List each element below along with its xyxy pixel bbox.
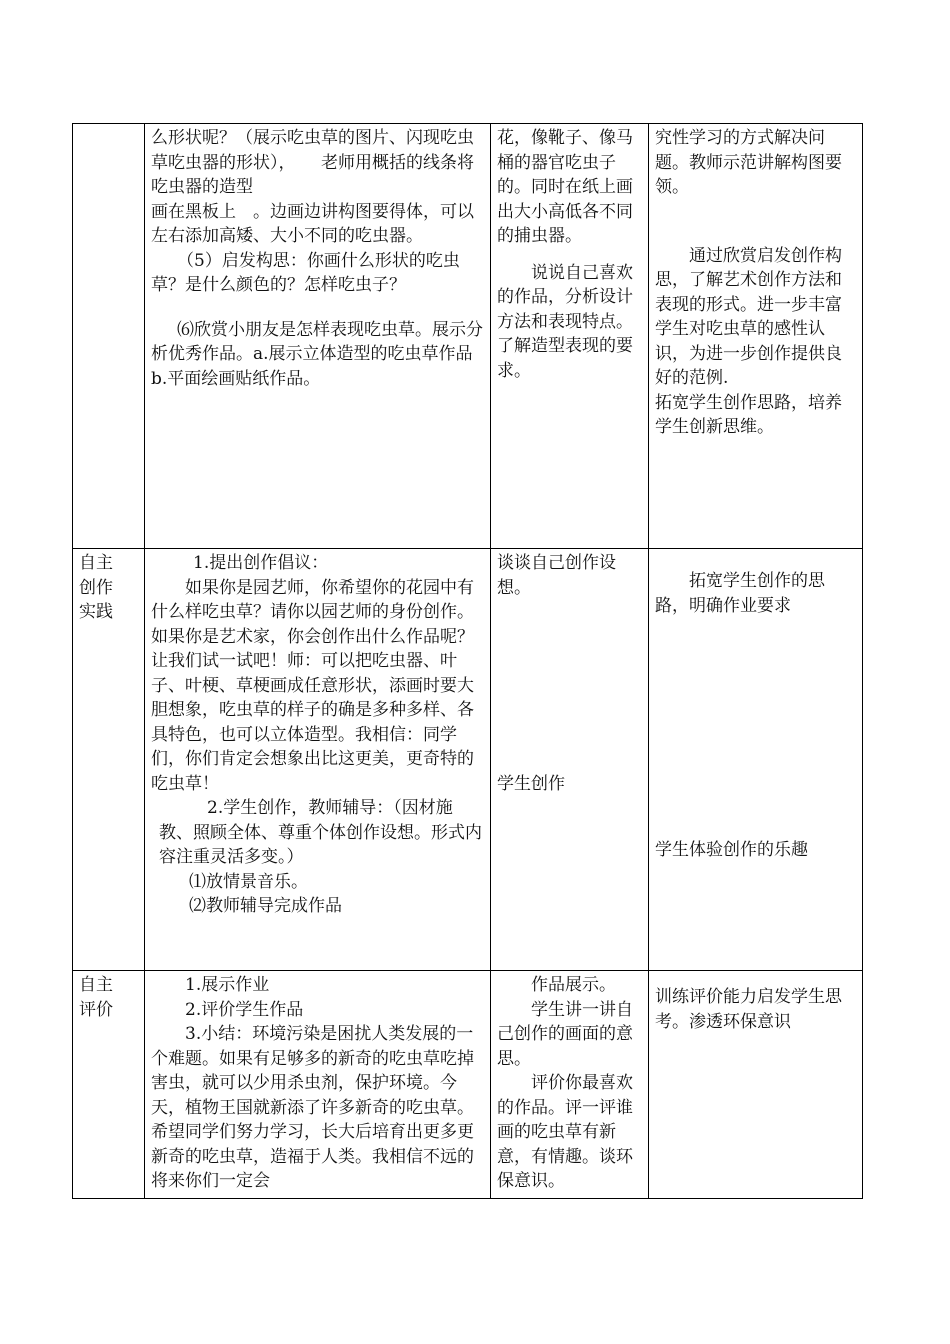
teacher-paragraph: 画在黑板上 。边画边讲构图要得体，可以左右添加高矮、大小不同的吃虫器。 [151, 201, 474, 246]
student-paragraph: 学生创作 [497, 774, 565, 794]
teacher-paragraph: 么形状呢？（展示吃虫草的图片、闪现吃虫草吃虫器的形状）， 老师用概括的线条将吃虫器的造型 [151, 128, 474, 197]
teacher-paragraph: ⑴放情景音乐。 [189, 871, 308, 892]
teacher-paragraph: ⑵教师辅导完成作品 [189, 896, 342, 916]
student-paragraph: 说说自己喜欢的作品，分析设计方法和表现特点。了解造型表现的要求。 [497, 262, 633, 381]
table-row [73, 971, 863, 1199]
intent-paragraph: 学生体验创作的乐趣 [655, 840, 808, 860]
teacher-paragraph: 2.学生创作，教师辅导：（因材施教、照顾全体、尊重个体创作设想。形式内容注重灵活多变。） [159, 798, 482, 867]
stage-label-cell [73, 124, 145, 549]
student-activity-cell [491, 124, 649, 549]
student-paragraph: 作品展示。 [531, 975, 616, 995]
table-row [73, 549, 863, 971]
lesson-plan-table [72, 123, 863, 1199]
stage-label-cell: 自主创作实践 [73, 549, 145, 971]
intent-paragraph: 训练评价能力启发学生思考。渗透环保意识 [655, 987, 842, 1032]
design-intent-cell [649, 971, 863, 1199]
teacher-paragraph: （5）启发构思：你画什么形状的吃虫草？是什么颜色的？怎样吃虫子？ [151, 250, 460, 295]
teacher-paragraph: 3.小结：环境污染是困扰人类发展的一个难题。如果有足够多的新奇的吃虫草吃掉害虫，就可以少用杀虫剂，保护环境。今天，植物王国就新添了许多新奇的吃虫草。希望同学们努力学习，长大后培育出更多更新奇的吃虫草，造福于人类。我相信不远的将来你们一定会 [151, 1024, 474, 1191]
intent-paragraph: 通过欣赏启发创作构思，了解艺术创作方法和表现的形式。进一步丰富学生对吃虫草的感性认识，为进一步创作提供良好的范例. [655, 245, 842, 388]
intent-paragraph: 拓宽学生创作的思路，明确作业要求 [655, 571, 825, 616]
teacher-activity-cell [145, 124, 491, 549]
student-paragraph: 评价你最喜欢的作品。评一评谁画的吃虫草有新意，有情趣。谈环保意识。 [497, 1073, 633, 1191]
table-row [73, 124, 863, 549]
student-paragraph: 学生讲一讲自己创作的画面的意思。 [497, 999, 633, 1069]
student-activity-cell [491, 971, 649, 1199]
student-activity-cell [491, 549, 649, 971]
intent-paragraph: 究性学习的方式解决问题。教师示范讲解构图要领。 [655, 128, 842, 197]
design-intent-cell [649, 549, 863, 971]
stage-label-cell: 自主评价 [73, 971, 145, 1199]
teacher-paragraph: 1.提出创作倡议： [193, 553, 329, 573]
design-intent-cell [649, 124, 863, 549]
teacher-paragraph: 如果你是艺术家，你会创作出什么作品呢？让我们试一试吧！师：可以把吃虫器、叶子、叶梗、草梗画成任意形状，添画时要大胆想象，吃虫草的样子的确是多种多样、各具特色，也可以立体造型。我相信：同学们，你们肯定会想象出比这更美，更奇特的吃虫草！ [151, 626, 474, 794]
teacher-paragraph: ⑹欣赏小朋友是怎样表现吃虫草。展示分析优秀作品。a.展示立体造型的吃虫草作品 b.平面绘画贴纸作品。 [151, 319, 483, 389]
teacher-activity-cell [145, 971, 491, 1199]
teacher-paragraph: 2.评价学生作品 [185, 999, 304, 1020]
student-paragraph: 谈谈自己创作设想。 [497, 553, 616, 598]
teacher-activity-cell [145, 549, 491, 971]
teacher-paragraph: 如果你是园艺师，你希望你的花园中有什么样吃虫草？请你以园艺师的身份创作。 [151, 577, 474, 622]
student-paragraph: 花，像靴子、像马桶的器官吃虫子的。同时在纸上画出大小高低各不同的捕虫器。 [497, 128, 633, 246]
teacher-paragraph: 1.展示作业 [185, 975, 270, 995]
intent-paragraph: 拓宽学生创作思路，培养学生创新思维。 [655, 392, 842, 437]
